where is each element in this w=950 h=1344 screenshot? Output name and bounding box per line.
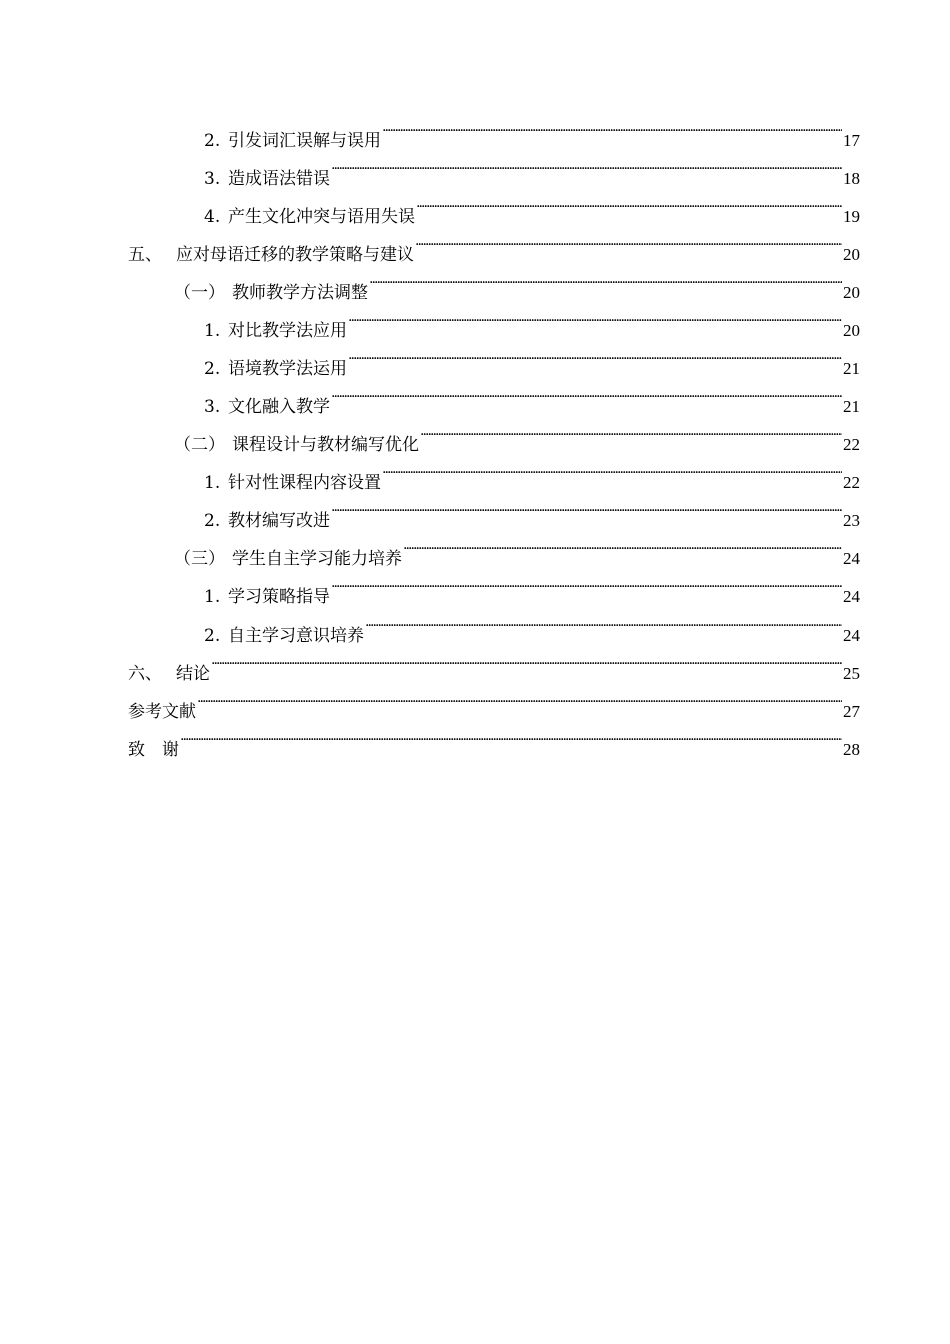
toc-entry[interactable]: [174, 260, 860, 303]
toc-entry-number: 3.: [204, 169, 221, 189]
toc-entry[interactable]: [204, 564, 860, 607]
toc-entry-page: 24: [843, 626, 860, 645]
toc-dot-leader: [365, 603, 842, 641]
toc-dot-leader: [416, 184, 842, 222]
toc-entry[interactable]: [174, 526, 860, 569]
toc-entry[interactable]: [204, 488, 860, 531]
toc-entry-title: 语境教学法运用: [228, 359, 347, 379]
toc-dot-leader: [403, 526, 842, 564]
toc-dot-leader: [331, 374, 842, 412]
toc-entry[interactable]: [204, 108, 860, 151]
toc-entry-title: 课程设计与教材编写优化: [232, 435, 419, 455]
toc-entry-page: 28: [843, 740, 860, 759]
toc-entry-number: 2.: [204, 626, 221, 646]
toc-entry-page: 23: [843, 511, 860, 530]
toc-dot-leader: [348, 336, 842, 374]
toc-entry-page: 21: [843, 397, 860, 416]
toc-dot-leader: [331, 146, 842, 184]
toc-entry-title: 参考文献: [128, 702, 196, 722]
toc-entry-number: 2.: [204, 511, 221, 531]
toc-entry-title: 致 谢: [128, 740, 179, 760]
toc-dot-leader: [420, 412, 842, 450]
toc-entry-page: 22: [843, 473, 860, 492]
toc-entry[interactable]: [204, 146, 860, 189]
toc-entry-title: 教材编写改进: [228, 511, 330, 531]
toc-entry-page: 17: [843, 131, 860, 150]
toc-entry-title: 结论: [176, 664, 210, 684]
toc-entry-page: 24: [843, 549, 860, 568]
toc-entry-number: 4.: [204, 207, 221, 227]
toc-dot-leader: [369, 260, 842, 298]
toc-entry-number: （三）: [174, 549, 225, 569]
toc-dot-leader: [331, 564, 842, 602]
toc-entry-number: 2.: [204, 131, 221, 151]
toc-entry[interactable]: [128, 717, 860, 760]
toc-entry-page: 20: [843, 283, 860, 302]
toc-entry-number: 五、: [128, 245, 162, 265]
toc-entry-page: 21: [843, 359, 860, 378]
toc-entry[interactable]: [204, 603, 860, 646]
toc-entry-number: 1.: [204, 321, 221, 341]
toc-entry-number: 1.: [204, 587, 221, 607]
toc-entry-title: 学生自主学习能力培养: [232, 549, 402, 569]
toc-entry[interactable]: [204, 184, 860, 227]
toc-entry-title: 文化融入教学: [228, 397, 330, 417]
toc-entry-number: 六、: [128, 664, 162, 684]
toc-entry-page: 18: [843, 169, 860, 188]
toc-entry[interactable]: [204, 336, 860, 379]
toc-entry-title: 应对母语迁移的教学策略与建议: [176, 245, 414, 265]
toc-dot-leader: [211, 641, 842, 679]
toc-dot-leader: [382, 108, 842, 146]
toc-entry-title: 对比教学法应用: [228, 321, 347, 341]
toc-entry-page: 20: [843, 321, 860, 340]
toc-dot-leader: [331, 488, 842, 526]
toc-entry-page: 19: [843, 207, 860, 226]
toc-entry-title: 产生文化冲突与语用失误: [228, 207, 415, 227]
toc-entry-number: 2.: [204, 359, 221, 379]
toc-entry[interactable]: [174, 412, 860, 455]
toc-entry-number: （二）: [174, 435, 225, 455]
toc-entry[interactable]: [204, 298, 860, 341]
toc-entry[interactable]: [204, 450, 860, 493]
toc-entry-title: 造成语法错误: [228, 169, 330, 189]
toc-entry-page: 25: [843, 664, 860, 683]
toc-entry-page: 24: [843, 587, 860, 606]
toc-dot-leader: [382, 450, 842, 488]
toc-entry-number: （一）: [174, 283, 225, 303]
toc-entry-title: 教师教学方法调整: [232, 283, 368, 303]
toc-entry-number: 1.: [204, 473, 221, 493]
toc-entry-title: 引发词汇误解与误用: [228, 131, 381, 151]
toc-dot-leader: [415, 222, 842, 260]
toc-entry[interactable]: [128, 641, 860, 684]
toc-entry-title: 学习策略指导: [228, 587, 330, 607]
toc-dot-leader: [197, 679, 842, 717]
toc-entry-page: 27: [843, 702, 860, 721]
toc-dot-leader: [348, 298, 842, 336]
toc-entry-number: 3.: [204, 397, 221, 417]
toc-entry-title: 针对性课程内容设置: [228, 473, 381, 493]
toc-entry[interactable]: [128, 222, 860, 265]
toc-entry-page: 20: [843, 245, 860, 264]
toc-entry[interactable]: [128, 679, 860, 722]
toc-entry[interactable]: [204, 374, 860, 417]
toc-dot-leader: [180, 717, 842, 755]
toc-entry-title: 自主学习意识培养: [228, 626, 364, 646]
toc-entry-page: 22: [843, 435, 860, 454]
